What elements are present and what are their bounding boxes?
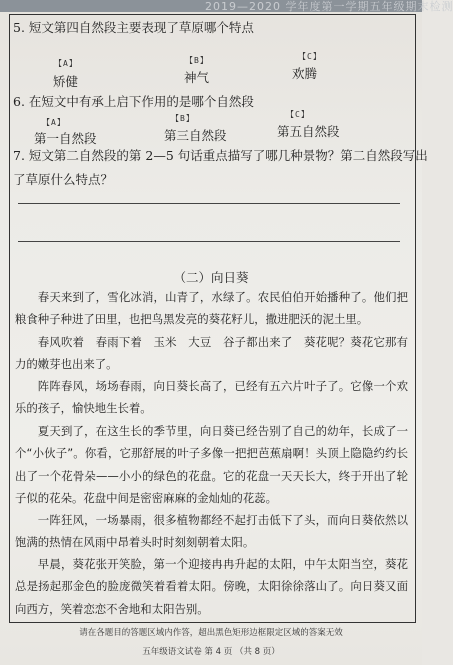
q6-option-c[interactable]: 第五自然段 — [277, 124, 340, 139]
q6-option-a[interactable]: 第一自然段 — [34, 131, 97, 146]
passage-paragraph-2: 春风吹着 春雨下着 玉米 大豆 谷子都出来了 葵花呢？葵花它那有力的嫩芽也出来了。 — [15, 335, 408, 372]
question-5: 5. 短文第四自然段主要表现了草原哪个特点 — [13, 20, 254, 35]
passage-paragraph-3: 阵阵春风，场场春雨，向日葵长高了，已经有五六片叶子了。它像一个欢乐的孩子，愉快地生长着。 — [15, 379, 408, 416]
question-7-line-2: 了草原什么特点？ — [13, 172, 114, 187]
q6-option-c-letter: 【C】 — [286, 110, 310, 119]
question-6: 6. 在短文中有承上启下作用的是哪个自然段 — [13, 94, 254, 109]
q5-option-a-letter: 【A】 — [54, 59, 78, 68]
header-strip-text: 2019—2020 学年度第一学期五年级期末检测 — [205, 0, 453, 13]
q6-option-b-letter: 【B】 — [171, 114, 195, 123]
q5-option-c[interactable]: 欢腾 — [292, 66, 318, 81]
answer-line-1[interactable] — [18, 203, 400, 204]
footer-note: 请在各题目的答题区域内作答，超出黑色矩形边框限定区域的答案无效 — [79, 628, 343, 638]
page-number: 五年级语文试卷 第 4 页 （共 8 页） — [142, 647, 280, 657]
q5-option-a[interactable]: 矫健 — [53, 74, 79, 89]
passage-paragraph-4: 夏天到了，在这生长的季节里，向日葵已经告别了自己的幼年，长成了一个“小伙子”。你看，它那舒展的叶子多像一把把芭蕉扇啊！头顶上隐隐约约长出了一个花骨朵——小小的绿色的花盘。它的花盘一天天长大，终于开出了轮子似的花朵。花盘中间是密密麻麻的金灿灿的花蕊。 — [15, 424, 408, 506]
question-7-line-1: 7. 短文第二自然段的第 2—5 句话重点描写了哪几种景物？第二自然段写出 — [13, 148, 428, 163]
q6-option-b[interactable]: 第三自然段 — [164, 128, 227, 143]
passage-paragraph-1: 春天来到了，雪化冰消，山青了，水绿了。农民伯伯开始播种了。他们把粮食种子种进了田里，也把鸟黑发亮的葵花籽儿，撒进肥沃的泥土里。 — [15, 290, 408, 327]
q5-option-b-letter: 【B】 — [185, 56, 209, 65]
q5-option-c-letter: 【C】 — [298, 52, 322, 61]
passage-paragraph-6: 早晨，葵花张开笑脸，第一个迎接冉冉升起的太阳，中午太阳当空，葵花总是扬起那金色的脸庞微笑着看着太阳。傍晚，太阳徐徐落山了。向日葵又面向西方，笑着恋恋不舍地和太阳告别。 — [15, 557, 408, 616]
header-strip — [0, 0, 453, 13]
answer-line-2[interactable] — [18, 241, 400, 242]
q5-option-b[interactable]: 神气 — [184, 70, 210, 85]
passage-paragraph-5: 一阵狂风，一场暴雨，很多植物都经不起打击低下了头，而向日葵依然以饱满的热情在风雨中昂着头时时刻刻朝着太阳。 — [15, 513, 408, 550]
section-title: （二）向日葵 — [173, 270, 249, 285]
q6-option-a-letter: 【A】 — [42, 118, 66, 127]
